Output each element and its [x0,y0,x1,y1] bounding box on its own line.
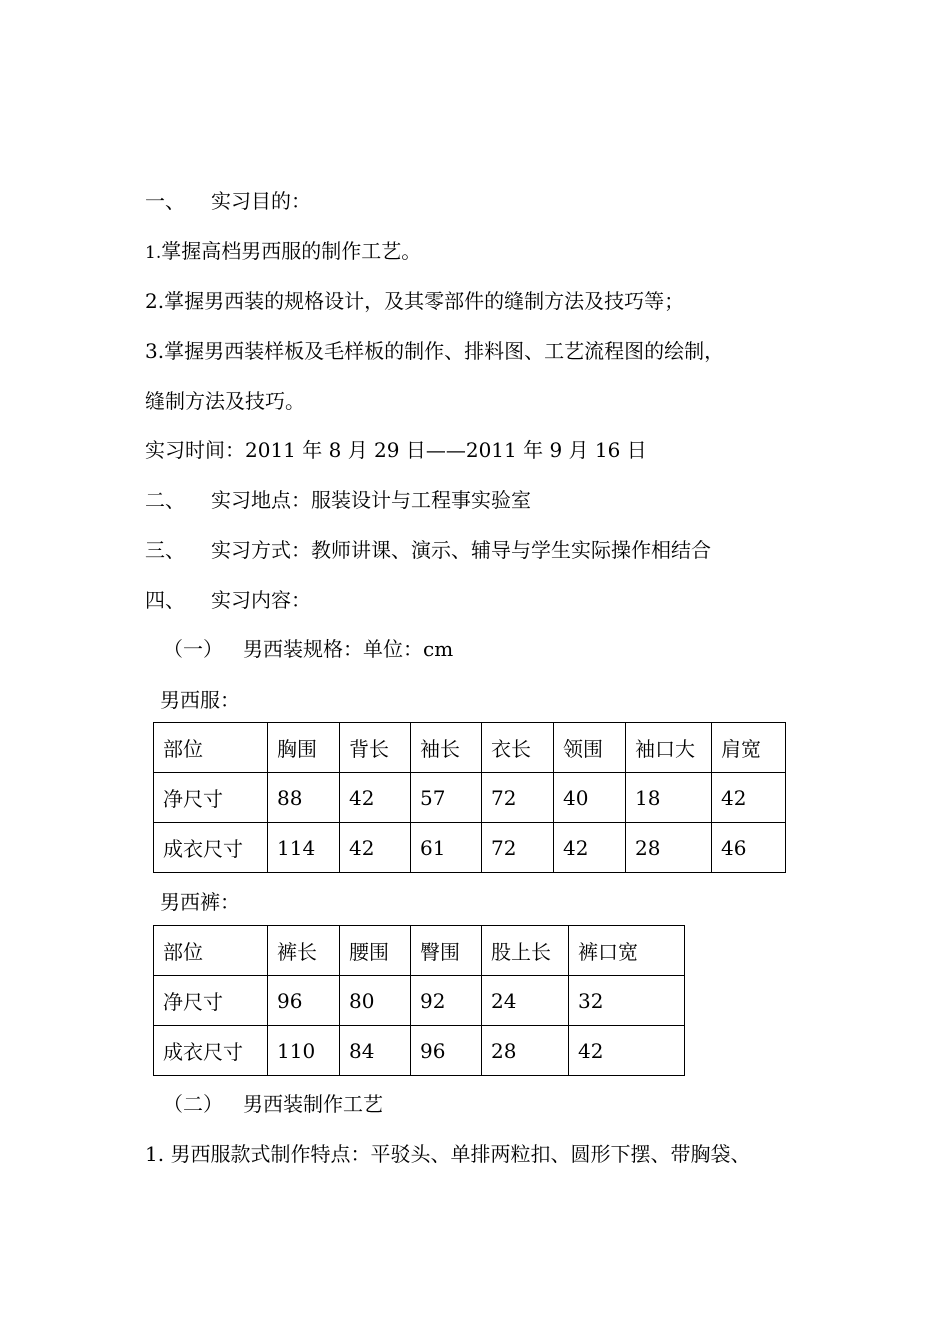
table-cell: 42 [340,773,411,823]
table-cell: 24 [482,976,569,1026]
table-header-row [154,723,786,773]
table-cell: 114 [268,823,340,873]
table-cell: 88 [268,773,340,823]
table-cell: 96 [411,1026,482,1076]
pants-table-label: 男西裤： [160,890,240,914]
table-header-row [154,926,685,976]
table-header-cell: 腰围 [340,926,411,976]
suit-spec-table [153,722,786,873]
section-title: 实习内容： [211,588,311,612]
table-header-cell: 部位 [154,926,268,976]
table-cell: 42 [569,1026,685,1076]
table-cell: 96 [268,976,340,1026]
table-cell: 80 [340,976,411,1026]
table-header-cell: 裤长 [268,926,340,976]
goal-number: 1. [145,243,162,263]
table-cell: 净尺寸 [154,773,268,823]
table-cell: 72 [482,773,554,823]
table-cell: 42 [340,823,411,873]
table-cell: 57 [411,773,482,823]
section-number: 二、 [145,488,185,512]
process-item-1: 1. 男西服款式制作特点：平驳头、单排两粒扣、圆形下摆、带胸袋、 [145,1142,751,1166]
section-heading-content [145,587,311,613]
goal-text: 掌握男西装样板及毛样板的制作、排料图、工艺流程图的绘制， [164,339,725,363]
table-row [154,1026,685,1076]
table-cell: 28 [626,823,712,873]
suit-table-label: 男西服： [160,688,240,712]
section-number: 一、 [145,189,185,213]
pants-spec-table [153,925,685,1076]
section-heading-method [145,537,711,563]
table-cell: 32 [569,976,685,1026]
section-title: 实习地点：服装设计与工程事实验室 [211,488,531,512]
table-cell: 40 [554,773,626,823]
goal-item-2 [145,288,684,314]
table-header-cell: 部位 [154,723,268,773]
goal-text: 掌握高档男西服的制作工艺。 [161,239,422,263]
table-cell: 61 [411,823,482,873]
subsection-number: （一） [163,637,223,661]
table-header-cell: 衣长 [482,723,554,773]
goal-item-3 [145,338,724,364]
goal-item-1 [145,238,421,266]
table-header-cell: 裤口宽 [569,926,685,976]
table-header-cell: 股上长 [482,926,569,976]
table-header-cell: 领围 [554,723,626,773]
table-header-cell: 胸围 [268,723,340,773]
table-cell: 成衣尺寸 [154,1026,268,1076]
section-number: 四、 [145,588,185,612]
goal-number: 2. [145,289,165,313]
goal-number: 3. [145,339,165,363]
table-header-cell: 臀围 [411,926,482,976]
table-cell: 28 [482,1026,569,1076]
table-cell: 42 [712,773,786,823]
table-cell: 46 [712,823,786,873]
table-row [154,976,685,1026]
section-title: 实习方式：教师讲课、演示、辅导与学生实际操作相结合 [211,538,711,562]
table-cell: 92 [411,976,482,1026]
table-header-cell: 背长 [340,723,411,773]
subsection-title: 男西装制作工艺 [243,1092,383,1116]
table-row [154,773,786,823]
section-title: 实习目的： [211,189,311,213]
subsection-number: （二） [163,1092,223,1116]
table-cell: 净尺寸 [154,976,268,1026]
subsection-heading-specs [163,636,453,662]
table-cell: 72 [482,823,554,873]
table-header-cell: 袖口大 [626,723,712,773]
table-cell: 84 [340,1026,411,1076]
section-number: 三、 [145,538,185,562]
table-header-cell: 肩宽 [712,723,786,773]
section-heading-purpose [145,188,311,214]
table-cell: 110 [268,1026,340,1076]
table-row [154,823,786,873]
subsection-title: 男西装规格：单位：cm [243,637,454,661]
subsection-heading-process [163,1091,383,1117]
table-cell: 成衣尺寸 [154,823,268,873]
internship-time: 实习时间：2011 年 8 月 29 日——2011 年 9 月 16 日 [145,438,647,462]
section-heading-location [145,487,531,513]
table-header-cell: 袖长 [411,723,482,773]
goal-text: 掌握男西装的规格设计，及其零部件的缝制方法及技巧等； [164,289,685,313]
table-cell: 42 [554,823,626,873]
table-cell: 18 [626,773,712,823]
goal-item-3-continued: 缝制方法及技巧。 [145,389,305,413]
